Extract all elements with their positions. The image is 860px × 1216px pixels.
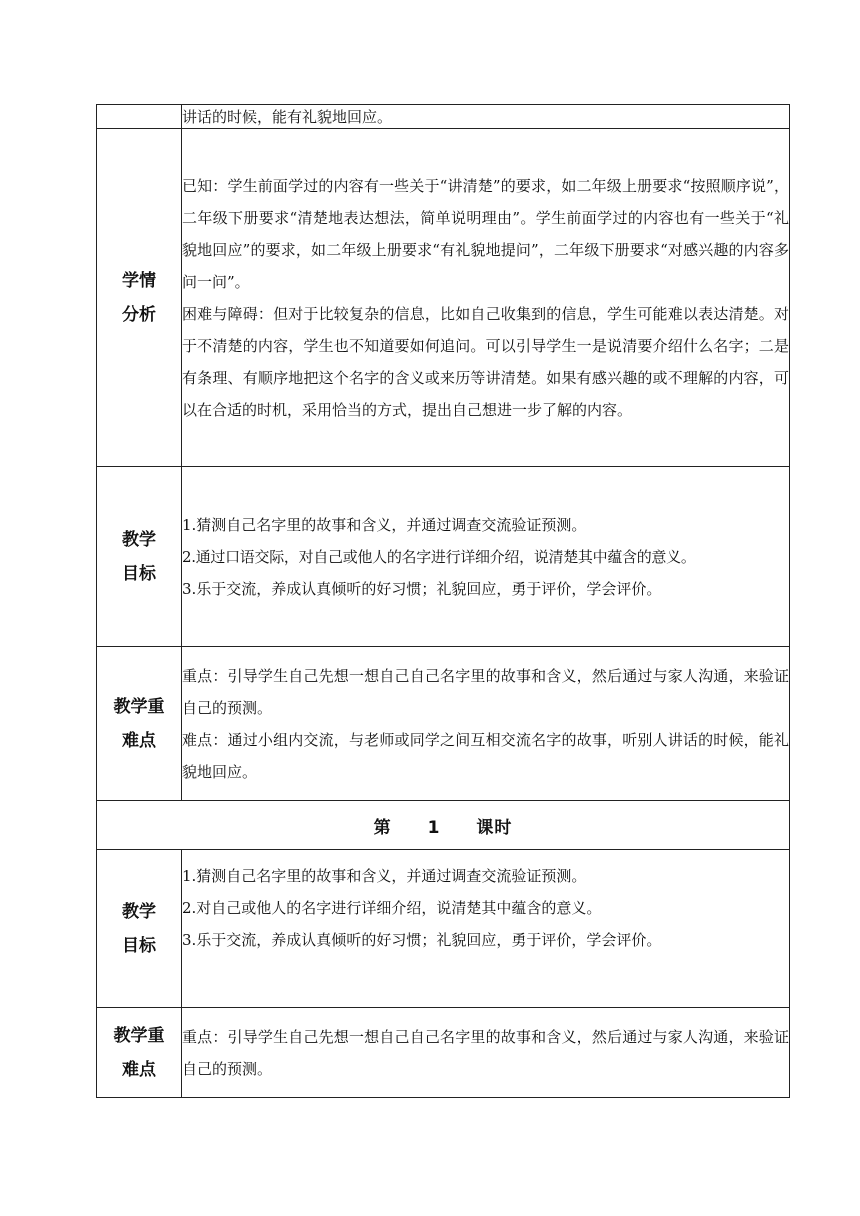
period-key-points-label-line1: 教学重	[113, 1025, 165, 1046]
period-objectives-label-line1: 教学	[122, 901, 156, 922]
period-key-point-focus: 重点：引导学生自己先想一想自己自己名字里的故事和含义，然后通过与家人沟通，来验证自己的预测。	[182, 1027, 789, 1078]
situation-content-cell	[182, 129, 790, 467]
period-key-points-content-cell	[182, 1008, 790, 1098]
situation-label-line2: 分析	[122, 304, 156, 325]
situation-label-line1: 学情	[122, 270, 156, 291]
key-point-focus: 重点：引导学生自己先想一想自己自己名字里的故事和含义，然后通过与家人沟通，来验证自己的预测。	[182, 666, 789, 717]
objectives-label-cell	[97, 467, 182, 647]
period-prefix: 第	[373, 817, 392, 838]
continuation-content-cell	[182, 105, 790, 129]
situation-known-paragraph: 已知：学生前面学过的内容有一些关于“讲清楚”的要求，如二年级上册要求“按照顺序说”，二年级下册要求“清楚地表达想法，简单说明理由”。学生前面学过的内容也有一些关于“礼貌地回应”的要求，如二年级上册要求“有礼貌地提问”，二年级下册要求“对感兴趣的内容多问一问”。	[182, 176, 789, 291]
period-suffix: 课时	[476, 817, 513, 838]
objective-item-1: 1.猜测自己名字里的故事和含义，并通过调查交流验证预测。	[182, 515, 587, 534]
key-points-row	[97, 647, 790, 801]
period-objective-item-2: 2.对自己或他人的名字进行详细介绍，说清楚其中蕴含的意义。	[182, 899, 602, 917]
situation-difficulty-paragraph: 困难与障碍：但对于比较复杂的信息，比如自己收集到的信息，学生可能难以表达清楚。对于不清楚的内容，学生也不知道要如何追问。可以引导学生一是说清要介绍什么名字；二是有条理、有顺序地把这个名字的含义或来历等讲清楚。如果有感兴趣的或不理解的内容，可以在合适的时机，采用恰当的方式，提出自己想进一步了解的内容。	[182, 304, 789, 419]
objectives-content-cell	[182, 467, 790, 647]
continuation-text: 讲话的时候，能有礼貌地回应。	[182, 107, 393, 126]
objective-item-3: 3.乐于交流，养成认真倾听的好习惯；礼貌回应，勇于评价，学会评价。	[182, 579, 662, 598]
period-row	[97, 801, 790, 850]
objectives-label-line1: 教学	[122, 529, 156, 550]
period-key-points-row	[97, 1008, 790, 1098]
lesson-plan-table	[96, 104, 790, 1098]
objectives-label-line2: 目标	[122, 563, 156, 584]
key-points-label-line1: 教学重	[113, 696, 165, 717]
situation-label-cell	[97, 129, 182, 467]
period-number: 1	[427, 817, 441, 838]
period-objective-item-1: 1.猜测自己名字里的故事和含义，并通过调查交流验证预测。	[182, 867, 587, 885]
period-objectives-label-line2: 目标	[122, 935, 156, 956]
continuation-row	[97, 105, 790, 129]
period-objectives-row	[97, 850, 790, 1008]
key-points-label-line2: 难点	[122, 730, 156, 751]
period-objectives-label-cell	[97, 850, 182, 1008]
key-point-difficulty: 难点：通过小组内交流，与老师或同学之间互相交流名字的故事，听别人讲话的时候，能礼貌地回应。	[182, 730, 789, 781]
objective-item-2: 2.通过口语交际，对自己或他人的名字进行详细介绍，说清楚其中蕴含的意义。	[182, 547, 696, 566]
period-heading	[97, 801, 790, 850]
period-objectives-content-cell	[182, 850, 790, 1008]
key-points-content-cell	[182, 647, 790, 801]
period-key-points-label-line2: 难点	[122, 1059, 156, 1080]
period-key-points-label-cell	[97, 1008, 182, 1098]
situation-row	[97, 129, 790, 467]
key-points-label-cell	[97, 647, 182, 801]
objectives-row	[97, 467, 790, 647]
period-objective-item-3: 3.乐于交流，养成认真倾听的好习惯；礼貌回应，勇于评价，学会评价。	[182, 931, 662, 949]
continuation-label-cell	[97, 105, 182, 129]
